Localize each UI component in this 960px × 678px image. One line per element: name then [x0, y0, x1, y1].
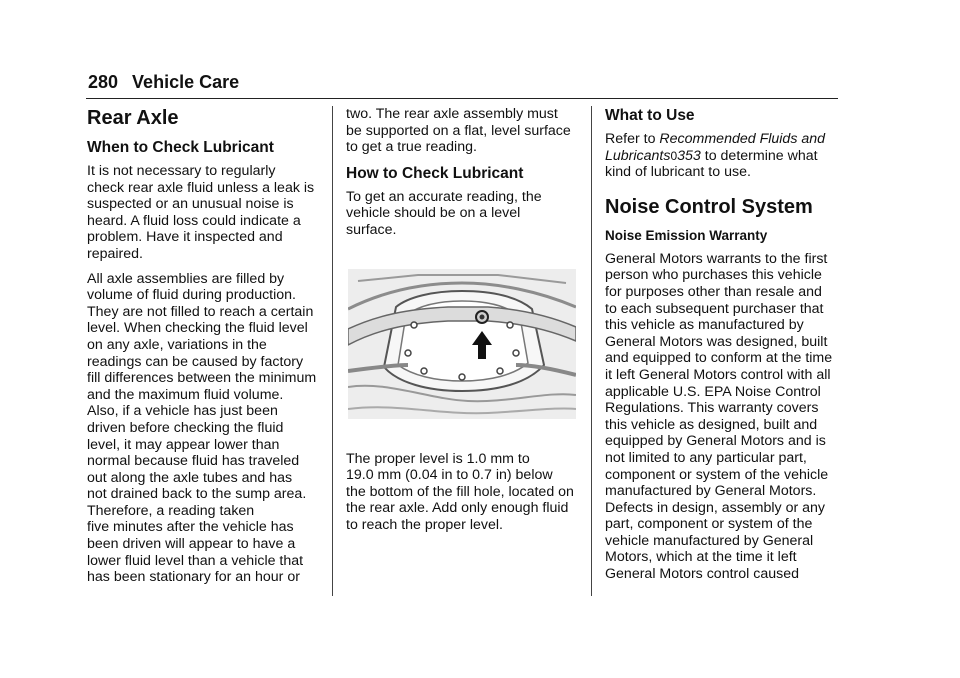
cross-reference-icon: 0: [670, 148, 678, 163]
paragraph-not-necessary: It is not necessary to regularly check rear axle fluid unless a leak is suspected or an unusual noise is heard. A fluid loss could indicate a problem. Have it inspected and repaired.: [87, 163, 315, 262]
label-noise-emission-warranty: Noise Emission Warranty: [605, 227, 768, 243]
cross-reference-link[interactable]: Recommended Fluids and Lubricants: [605, 131, 826, 164]
paragraph-axle-assemblies: All axle assemblies are filled by volume of fluid during production. They are not filled to reach a certain level. When checking the fluid level on any axle, variations in the readings can be caused by factory fill differences between the minimum and the maximum fluid volume. Also, if a vehicle has just been driven before checking the fluid level, it may appear lower than normal because fluid has traveled out along the axle tubes and has not drained back to the sump area. Therefore, a reading taken five minutes after the vehicle has been driven will appear to have a lower fluid level than a vehicle that has been stationary for an hour or: [87, 270, 317, 586]
subheading-when-to-check: When to Check Lubricant: [87, 139, 274, 156]
rear-axle-fill-plug-illustration: [348, 269, 576, 419]
section-title-noise-control: Noise Control System: [605, 195, 813, 218]
cross-reference-page[interactable]: 353: [677, 147, 701, 164]
page-header: [88, 72, 239, 93]
column-1: [87, 106, 327, 594]
paragraph-continued: two. The rear axle assembly must be supported on a flat, level surface to get a true reading.: [346, 106, 571, 156]
column-divider-1: [332, 106, 333, 596]
paragraph-warranty: General Motors warrants to the first person who purchases this vehicle for purposes other than resale and to each subsequent purchaser that this vehicle as manufactured by General Motors was designed, built and equipped to conform at the time it left General Motors control with all applicable U.S. EPA Noise Control Regulations. This warranty covers this vehicle as designed, built and equipped by General Motors and is not limited to any particular part, component or system of the vehicle manufactured by General Motors. Defects in design, assembly or any part, component or system of the vehicle manufactured by General Motors, which at the time it left General Motors control caused: [605, 250, 833, 583]
paragraph-refer: Refer to Recommended Fluids and Lubricants0353 to determine what kind of lubricant to use.: [605, 131, 826, 181]
subheading-what-to-use: What to Use: [605, 107, 695, 124]
rear-axle-drawing: [348, 269, 576, 419]
paragraph-accurate-reading: To get an accurate reading, the vehicle should be on a level surface.: [346, 188, 542, 238]
header-title: Vehicle Care: [132, 72, 240, 92]
page-number: 280: [88, 72, 119, 92]
column-divider-2: [591, 106, 592, 596]
column-2: [346, 106, 584, 542]
paragraph-proper-level: The proper level is 1.0 mm to 19.0 mm (0.04 in to 0.7 in) below the bottom of the fill hole, located on the rear axle. Add only enough fluid to reach the proper level.: [346, 450, 574, 533]
subheading-how-to-check: How to Check Lubricant: [346, 164, 524, 182]
column-3: [605, 106, 840, 591]
section-title-rear-axle: Rear Axle: [87, 107, 179, 129]
header-rule: [86, 98, 838, 99]
